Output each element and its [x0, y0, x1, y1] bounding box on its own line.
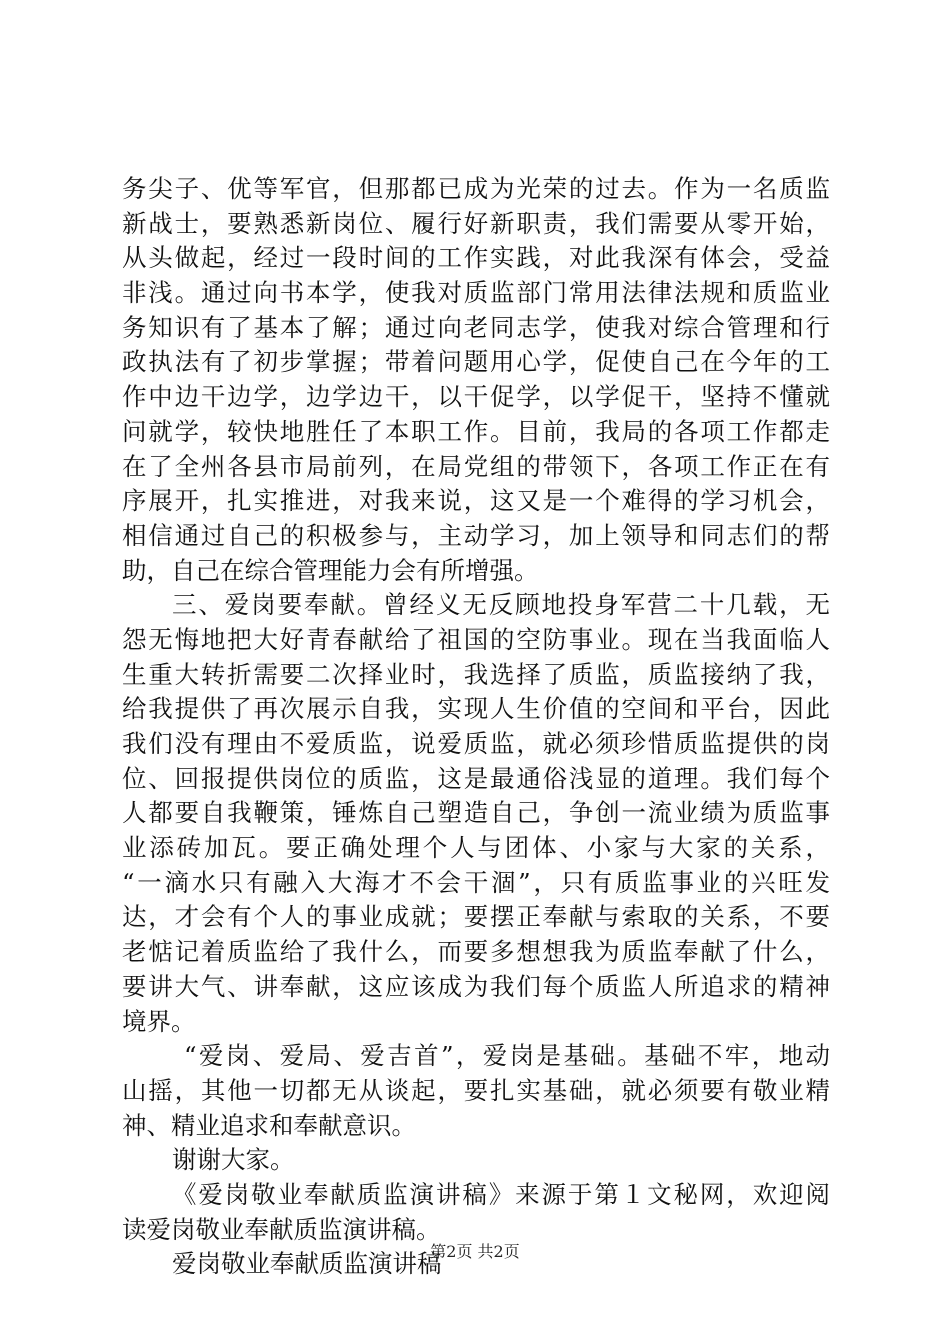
document-body: [122, 172, 830, 1282]
paragraph: [122, 1039, 830, 1143]
text-line: 业添砖加瓦。要正确处理个人与团体、小家与大家的关系，: [122, 833, 830, 863]
text-line: 务知识有了基本了解；通过向老同志学，使我对综合管理和行: [122, 312, 830, 342]
paragraph: [122, 1143, 830, 1178]
text-line: 山摇，其他一切都无从谈起，要扎实基础，就必须要有敬业精: [122, 1075, 830, 1105]
text-line: 生重大转折需要二次择业时，我选择了质监，质监接纳了我，: [122, 659, 830, 689]
text-line: 《爱岗敬业奉献质监演讲稿》来源于第１文秘网，欢迎阅: [172, 1179, 830, 1209]
text-line: 给我提供了再次展示自我，实现人生价值的空间和平台，因此: [122, 694, 830, 724]
text-line: 我们没有理由不爱质监，说爱质监，就必须珍惜质监提供的岗: [122, 729, 830, 758]
paragraph: [122, 1178, 830, 1247]
text-line: 政执法有了初步掌握；带着问题用心学，促使自己在今年的工: [122, 347, 830, 377]
text-line: 务尖子、优等军官，但那都已成为光荣的过去。作为一名质监: [122, 174, 830, 203]
text-line: 达，才会有个人的事业成就；要摆正奉献与索取的关系，不要: [122, 902, 830, 932]
text-line: 问就学，较快地胜任了本职工作。目前，我局的各项工作都走: [122, 416, 830, 446]
page-number-footer: 第2页 共2页: [430, 1242, 520, 1261]
text-line: 境界。: [122, 1006, 196, 1036]
text-line: 谢谢大家。: [172, 1145, 295, 1175]
text-line: 序展开，扎实推进，对我来说，这又是一个难得的学习机会，: [122, 486, 830, 516]
text-line: “一滴水只有融入大海才不会干涸”，只有质监事业的兴旺发: [122, 867, 830, 897]
text-line: 作中边干边学，边学边干，以干促学，以学促干，坚持不懂就: [122, 382, 830, 412]
paragraph: [122, 172, 830, 588]
text-line: 相信通过自己的积极参与，主动学习，加上领导和同志们的帮: [122, 520, 830, 550]
text-line: 从头做起，经过一段时间的工作实践，对此我深有体会，受益: [122, 243, 830, 273]
text-line: 神、精业追求和奉献意识。: [122, 1110, 416, 1140]
text-line: 读爱岗敬业奉献质监演讲稿。: [122, 1214, 441, 1244]
text-line: 助，自己在综合管理能力会有所增强。: [122, 555, 539, 585]
text-line: 老惦记着质监给了我什么，而要多想想我为质监奉献了什么，: [122, 937, 830, 967]
text-line: 人都要自我鞭策，锤炼自己塑造自己，争创一流业绩为质监事: [122, 798, 830, 828]
text-line: 非浅。通过向书本学，使我对质监部门常用法律法规和质监业: [122, 278, 830, 308]
paragraph: [122, 588, 830, 1039]
text-line: 位、回报提供岗位的质监，这是最通俗浅显的道理。我们每个: [122, 763, 830, 793]
text-line: 三、爱岗要奉献。曾经义无反顾地投身军营二十几载，无: [172, 590, 830, 620]
text-line: “爱岗、爱局、爱吉首”，爱岗是基础。基础不牢，地动: [184, 1041, 830, 1071]
text-line: 在了全州各县市局前列，在局党组的带领下，各项工作正在有: [122, 451, 830, 481]
text-line: 怨无悔地把大好青春献给了祖国的空防事业。现在当我面临人: [122, 624, 830, 654]
text-line: 新战士，要熟悉新岗位、履行好新职责，我们需要从零开始，: [122, 208, 830, 238]
text-line: 爱岗敬业奉献质监演讲稿: [172, 1249, 442, 1279]
text-line: 要讲大气、讲奉献，这应该成为我们每个质监人所追求的精神: [122, 971, 830, 1001]
